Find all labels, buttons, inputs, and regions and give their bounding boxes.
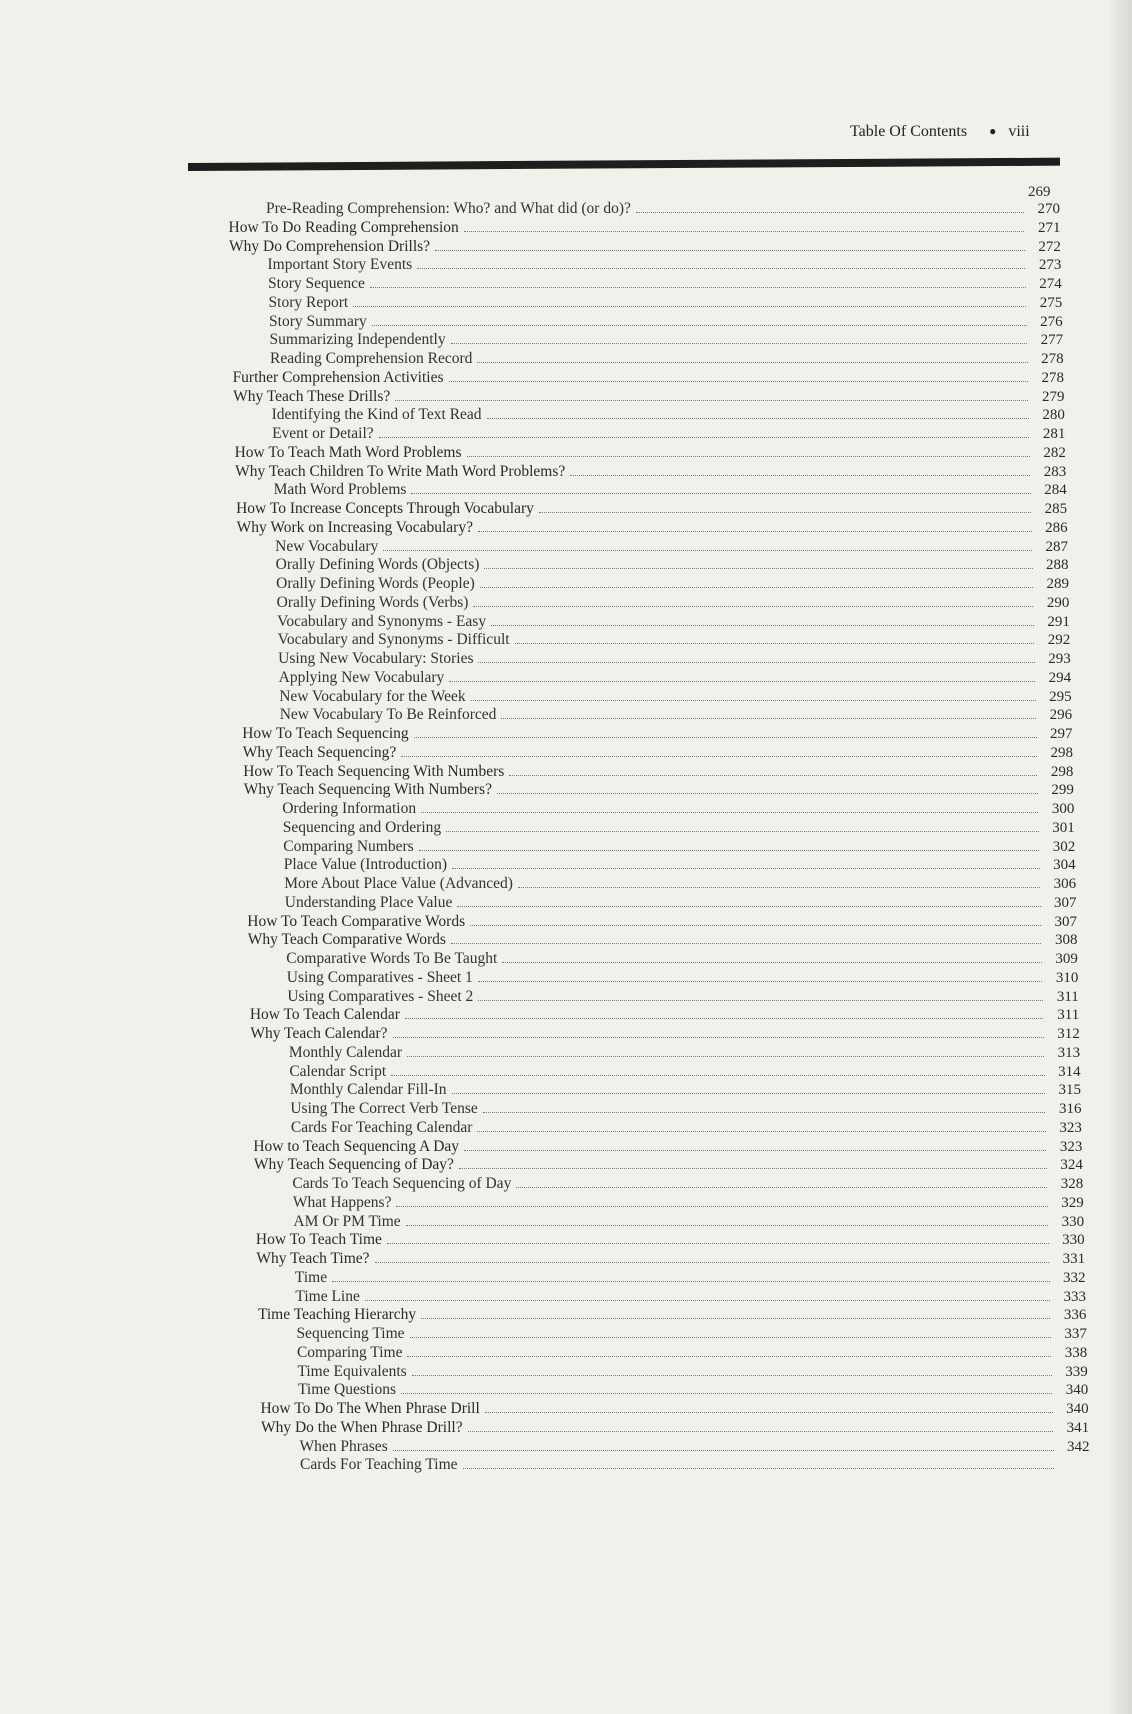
toc-entry-title: Why Teach Sequencing? — [242, 743, 397, 761]
toc-entry-page: 286 — [1045, 519, 1068, 536]
toc-entry — [289, 1063, 1080, 1081]
toc-entry-title: Monthly Calendar — [288, 1043, 403, 1061]
dot-leader — [435, 238, 1025, 251]
toc-entry-title: Comparative Words To Be Taught — [286, 950, 498, 967]
toc-entry — [269, 313, 1063, 331]
header-rule — [188, 158, 1060, 171]
toc-entry-title: How To Teach Calendar — [249, 1006, 400, 1024]
toc-entry-title: Time Line — [295, 1287, 360, 1305]
dot-leader — [332, 1269, 1049, 1282]
toc-entry-title: Why Teach Sequencing With Numbers? — [243, 781, 492, 799]
toc-entry-title: Using The Correct Verb Tense — [290, 1100, 478, 1117]
dot-leader — [401, 744, 1037, 757]
toc-entry — [284, 856, 1076, 874]
toc-entry — [229, 219, 1061, 237]
toc-entry-page: 342 — [1067, 1438, 1090, 1455]
toc-entry-page: 291 — [1047, 613, 1070, 630]
toc-entry-page: 328 — [1060, 1176, 1084, 1192]
toc-entry-title: How To Teach Sequencing With Numbers — [243, 762, 505, 780]
toc-entry — [248, 931, 1078, 949]
toc-entry-title: Why Teach These Drills? — [233, 387, 391, 405]
toc-entry — [290, 1081, 1081, 1099]
toc-entry-page: 336 — [1063, 1307, 1087, 1324]
dot-leader — [449, 669, 1035, 682]
dot-leader — [487, 406, 1029, 419]
header-page-number: viii — [1008, 123, 1030, 140]
toc-entry-title: Why Do the When Phrase Drill? — [260, 1418, 463, 1436]
toc-entry — [270, 350, 1064, 368]
toc-entry — [266, 200, 1060, 218]
dot-leader — [468, 1419, 1054, 1432]
toc-entry — [299, 1438, 1089, 1456]
toc-entry — [285, 894, 1077, 912]
toc-entry-title: Using New Vocabulary: Stories — [278, 650, 474, 667]
toc-entry-title: How To Teach Comparative Words — [247, 912, 466, 930]
toc-entry-title: Pre-Reading Comprehension: Who? and What did (or do)? — [266, 200, 631, 217]
toc-entry — [283, 819, 1075, 837]
toc-entry-page: 284 — [1044, 482, 1067, 499]
toc-entry-title: Summarizing Independently — [269, 331, 446, 349]
toc-entry — [300, 1456, 1090, 1474]
toc-entry — [293, 1213, 1084, 1231]
toc-entry-page: 324 — [1060, 1157, 1083, 1174]
toc-entry-page: 310 — [1055, 969, 1079, 986]
dot-leader — [407, 1044, 1044, 1057]
toc-entry-page: 307 — [1054, 894, 1077, 911]
toc-entry-title: Story Sequence — [268, 275, 365, 292]
toc-entry-title: More About Place Value (Advanced) — [284, 875, 513, 892]
toc-entry — [277, 613, 1070, 631]
toc-entry-title: Sequencing Time — [296, 1325, 405, 1342]
toc-entry-page: 302 — [1052, 838, 1076, 855]
dot-leader — [478, 969, 1043, 982]
toc-entry — [254, 1156, 1083, 1174]
toc-entry-page: 285 — [1044, 501, 1068, 517]
toc-entry — [242, 725, 1072, 743]
page-edge-shadow — [1106, 0, 1132, 1714]
toc-entry-title: Orally Defining Words (People) — [276, 575, 475, 592]
toc-entry-title: How To Teach Sequencing — [242, 725, 409, 742]
toc-entry-page: 289 — [1046, 576, 1069, 592]
toc-entry-page: 277 — [1040, 332, 1064, 349]
toc-entry — [298, 1381, 1088, 1399]
toc-entry-page: 313 — [1057, 1044, 1081, 1061]
toc-entry-page: 337 — [1064, 1326, 1087, 1342]
toc-entry-page: 308 — [1054, 932, 1078, 949]
toc-entry-page: 340 — [1065, 1382, 1089, 1399]
toc-entry-page: 297 — [1050, 726, 1073, 742]
toc-entry-page: 316 — [1058, 1101, 1082, 1117]
toc-entry — [244, 781, 1074, 799]
dot-leader — [379, 425, 1030, 438]
toc-entry-title: Time — [294, 1268, 328, 1286]
toc-entry-title: Math Word Problems — [273, 481, 407, 499]
toc-entry — [272, 406, 1065, 424]
toc-entry-title: How to Teach Sequencing A Day — [253, 1137, 460, 1155]
dot-leader — [539, 500, 1031, 513]
toc-entry-page: 272 — [1038, 238, 1061, 255]
toc-entry — [256, 1250, 1085, 1268]
toc-entry — [295, 1288, 1086, 1306]
dot-leader — [353, 294, 1026, 307]
toc-entry — [275, 538, 1068, 556]
dot-leader — [419, 838, 1040, 851]
toc-entry — [243, 763, 1073, 781]
toc-entry-page: 340 — [1066, 1401, 1089, 1417]
toc-entry — [274, 481, 1067, 499]
toc-entry — [268, 256, 1062, 274]
toc-entry-page: 294 — [1048, 669, 1072, 686]
toc-entry-page: 290 — [1046, 594, 1070, 611]
toc-entry — [243, 744, 1073, 762]
toc-entry — [258, 1306, 1086, 1324]
toc-entry-page: 271 — [1037, 219, 1061, 236]
dot-leader — [446, 819, 1039, 832]
dot-leader — [478, 519, 1032, 532]
toc-entry-title: Cards To Teach Sequencing of Day — [292, 1175, 512, 1192]
toc-entry-title: New Vocabulary — [275, 537, 379, 555]
dot-leader — [464, 219, 1025, 232]
toc-entry — [296, 1325, 1086, 1343]
toc-entry — [268, 275, 1062, 293]
toc-entry — [233, 369, 1064, 387]
toc-entry-title: Event or Detail? — [272, 425, 374, 442]
dot-leader — [491, 613, 1034, 626]
toc-entry-title: Vocabulary and Synonyms - Easy — [277, 612, 487, 630]
toc-entry — [290, 1100, 1081, 1118]
toc-entry — [235, 444, 1066, 462]
dot-leader — [405, 1006, 1043, 1019]
dot-leader — [396, 1194, 1047, 1207]
dot-leader — [410, 1325, 1051, 1338]
toc-entry-title: Important Story Events — [267, 256, 413, 274]
toc-entry-page: 287 — [1045, 538, 1069, 555]
dot-leader — [407, 1344, 1051, 1357]
toc-entry-page: 296 — [1049, 707, 1073, 724]
toc-entry-page: 301 — [1052, 819, 1075, 836]
toc-entry — [297, 1363, 1087, 1381]
toc-entry-title: How To Increase Concepts Through Vocabulary — [236, 500, 534, 517]
dot-leader — [372, 313, 1027, 326]
toc-entry-page: 338 — [1064, 1344, 1088, 1361]
toc-entry — [237, 519, 1068, 537]
dot-leader — [452, 1081, 1045, 1094]
toc-entry — [236, 500, 1067, 518]
toc-entry — [284, 875, 1076, 893]
dot-leader — [570, 463, 1030, 476]
dot-leader — [509, 763, 1037, 776]
header-title: Table Of Contents — [850, 123, 968, 140]
toc-entry — [278, 631, 1071, 649]
toc-entry-title: Comparing Time — [296, 1343, 403, 1361]
toc-entry-page: 292 — [1047, 632, 1071, 649]
toc-entry-title: Why Teach Calendar? — [250, 1025, 388, 1042]
dot-leader — [393, 1438, 1054, 1451]
toc-entry — [278, 650, 1071, 668]
dot-leader — [485, 1400, 1053, 1413]
toc-entry-title: Understanding Place Value — [284, 893, 453, 911]
dot-leader — [502, 950, 1042, 963]
toc-entry-page: 300 — [1051, 801, 1075, 817]
header-bullet: ● — [989, 124, 997, 138]
dot-leader — [518, 875, 1040, 888]
dot-leader — [406, 1213, 1049, 1226]
toc-entry-page: 279 — [1041, 388, 1065, 405]
toc-entry-title: Time Equivalents — [297, 1362, 407, 1380]
toc-entry-title: Monthly Calendar Fill-In — [289, 1081, 447, 1099]
toc-entry-page: 330 — [1062, 1232, 1085, 1249]
toc-entry-page: 332 — [1063, 1269, 1086, 1286]
toc-entry-title: Place Value (Introduction) — [283, 856, 448, 874]
toc-entry-page: 329 — [1061, 1194, 1084, 1211]
dot-leader — [451, 931, 1042, 944]
dot-leader — [515, 631, 1035, 644]
dot-leader — [473, 594, 1033, 607]
toc-entry-title: Using Comparatives - Sheet 2 — [287, 987, 474, 1005]
toc-entry-title: Vocabulary and Synonyms - Difficult — [277, 631, 510, 649]
toc-entry — [260, 1400, 1088, 1418]
dot-leader — [471, 688, 1036, 701]
toc-entry-title: Story Summary — [269, 312, 367, 330]
dot-leader — [365, 1288, 1050, 1301]
toc-entry-page: 331 — [1062, 1251, 1086, 1267]
dot-leader — [478, 988, 1043, 1001]
dot-leader — [414, 725, 1037, 738]
toc-entry-title: New Vocabulary To Be Reinforced — [279, 706, 497, 724]
dot-leader — [463, 1456, 1054, 1469]
dot-leader — [452, 856, 1040, 869]
toc-entry-page: 341 — [1066, 1419, 1090, 1436]
dot-leader — [478, 650, 1034, 663]
dot-leader — [417, 256, 1025, 269]
dot-leader — [497, 781, 1038, 794]
toc-entry — [287, 969, 1079, 987]
dot-leader — [421, 800, 1038, 813]
toc-entry — [250, 1025, 1079, 1043]
toc-entry — [280, 706, 1072, 724]
dot-leader — [387, 1231, 1049, 1244]
toc-entry-page: 278 — [1041, 351, 1064, 367]
toc-entry — [295, 1269, 1086, 1287]
toc-entry-title: Calendar Script — [289, 1062, 387, 1080]
toc-entry-title: Sequencing and Ordering — [282, 818, 442, 836]
toc-entry-page: 299 — [1051, 782, 1074, 799]
toc-entry — [279, 669, 1072, 687]
toc-entry — [283, 838, 1075, 856]
toc-entry — [279, 688, 1071, 706]
dot-leader — [636, 200, 1024, 213]
toc-entry-title: Why Work on Increasing Vocabulary? — [236, 518, 473, 536]
toc-entry-title: Why Teach Comparative Words — [247, 931, 446, 949]
toc-entry — [297, 1344, 1087, 1362]
toc-entry-page: 295 — [1049, 688, 1072, 705]
dot-leader — [451, 331, 1028, 344]
toc-entry-title: How To Teach Math Word Problems — [234, 443, 462, 461]
toc-entry-title: Using Comparatives - Sheet 1 — [286, 968, 473, 986]
toc-entry-page: 330 — [1061, 1213, 1085, 1230]
toc-entry-title: How To Teach Time — [255, 1231, 382, 1249]
toc-entry — [276, 575, 1069, 593]
dot-leader — [470, 913, 1041, 926]
toc-entry — [235, 463, 1066, 481]
toc-entry — [293, 1194, 1084, 1212]
running-header — [850, 123, 1060, 141]
continued-page-number: 269 — [1028, 184, 1051, 200]
toc-entry-page: 339 — [1065, 1363, 1088, 1380]
toc-entry-title: Why Teach Children To Write Math Word Problems? — [235, 462, 566, 480]
dot-leader — [375, 1250, 1050, 1263]
dot-leader — [412, 1363, 1052, 1376]
toc-entry-page: 298 — [1050, 763, 1074, 780]
toc-entry-title: New Vocabulary for the Week — [279, 687, 466, 705]
dot-leader — [464, 1138, 1046, 1151]
toc-entry — [229, 238, 1061, 256]
toc-entry-title: Why Do Comprehension Drills? — [229, 237, 431, 255]
toc-entry-page: 283 — [1043, 463, 1067, 480]
toc-entry — [277, 594, 1070, 612]
toc-entry-title: When Phrases — [299, 1437, 388, 1455]
dot-leader — [421, 1306, 1050, 1319]
toc-entry-title: Ordering Information — [282, 800, 417, 817]
toc-entry-title: Cards For Teaching Time — [300, 1456, 458, 1474]
toc-entry-title: How To Do Reading Comprehension — [228, 218, 459, 236]
toc-entry-title: Story Report — [268, 293, 349, 311]
toc-entry — [292, 1175, 1083, 1193]
toc-entry-page: 270 — [1037, 201, 1060, 217]
toc-entry — [272, 425, 1065, 443]
dot-leader — [411, 481, 1030, 494]
dot-leader — [484, 556, 1032, 569]
toc-entry-page: 293 — [1048, 651, 1071, 667]
dot-leader — [480, 575, 1033, 588]
toc-entry-page: 278 — [1041, 369, 1065, 386]
toc-entry-title: Identifying the Kind of Text Read — [271, 406, 482, 424]
dot-leader — [467, 444, 1030, 457]
dot-leader — [393, 1025, 1044, 1038]
toc-entry — [256, 1231, 1085, 1249]
toc-entry-page: 333 — [1063, 1288, 1086, 1305]
toc-entry-title: Time Questions — [297, 1381, 397, 1399]
dot-leader — [477, 1119, 1045, 1132]
toc-entry-title: Why Teach Time? — [256, 1250, 370, 1267]
toc-entry-title: AM Or PM Time — [293, 1212, 401, 1230]
dot-leader — [501, 706, 1036, 719]
toc-entry-title: Reading Comprehension Record — [270, 350, 473, 367]
dot-leader — [449, 369, 1029, 382]
toc-entry-page: 307 — [1054, 913, 1077, 930]
toc-entry — [233, 388, 1064, 406]
toc-entry-title: Applying New Vocabulary — [278, 668, 445, 686]
toc-entry-page: 309 — [1055, 951, 1078, 967]
toc-entry-page: 311 — [1057, 1007, 1080, 1024]
toc-entry-title: What Happens? — [292, 1193, 392, 1211]
toc-entry-page: 315 — [1058, 1082, 1082, 1099]
toc-entry-page: 281 — [1042, 426, 1066, 442]
toc-entry-page: 274 — [1039, 276, 1062, 292]
toc-entry-title: Orally Defining Words (Objects) — [275, 556, 480, 574]
toc-entry-title: Why Teach Sequencing of Day? — [253, 1156, 454, 1174]
toc-entry — [261, 1419, 1089, 1437]
toc-entry-page: 273 — [1038, 257, 1062, 274]
toc-entry-page: 323 — [1059, 1119, 1082, 1136]
toc-entry-title: Comparing Numbers — [283, 837, 414, 855]
toc-entry-title: Orally Defining Words (Verbs) — [276, 593, 469, 611]
dot-leader — [477, 350, 1027, 363]
dot-leader — [383, 538, 1032, 551]
toc-entry-title: Time Teaching Hierarchy — [257, 1306, 417, 1324]
dot-leader — [457, 894, 1040, 907]
toc-entry-page: 304 — [1053, 857, 1076, 874]
toc-entry — [287, 988, 1078, 1006]
dot-leader — [391, 1063, 1044, 1076]
toc-entry-page: 298 — [1050, 744, 1073, 761]
toc-entry-page: 306 — [1053, 876, 1077, 892]
toc-entry-page: 312 — [1057, 1026, 1080, 1042]
toc-entry — [253, 1138, 1082, 1156]
toc-entry-page: 311 — [1056, 988, 1079, 1005]
toc-entry-page: 323 — [1059, 1138, 1083, 1155]
toc-entry-page: 276 — [1040, 313, 1063, 330]
toc-entry — [270, 331, 1064, 349]
toc-entry — [269, 294, 1063, 312]
dot-leader — [516, 1175, 1047, 1188]
toc-entry — [289, 1044, 1080, 1062]
dot-leader — [370, 275, 1026, 288]
dot-leader — [401, 1381, 1052, 1394]
toc-entry — [286, 950, 1078, 968]
toc-entry — [247, 913, 1077, 931]
toc-entry-title: How To Do The When Phrase Drill — [260, 1400, 480, 1417]
toc-entry — [250, 1006, 1079, 1024]
dot-leader — [483, 1100, 1046, 1113]
dot-leader — [459, 1156, 1047, 1169]
toc-entry-page: 288 — [1046, 557, 1069, 574]
toc-entry-page: 280 — [1042, 407, 1065, 424]
toc-entry-title: Cards For Teaching Calendar — [290, 1118, 473, 1136]
toc-entry-page: 282 — [1043, 444, 1066, 461]
toc-entry-page: 314 — [1058, 1063, 1081, 1080]
toc-entry — [276, 556, 1069, 574]
toc-entry-page: 275 — [1039, 294, 1063, 311]
toc-entry-title: Further Comprehension Activities — [232, 368, 444, 386]
toc-entry — [282, 800, 1074, 818]
toc-entry — [291, 1119, 1082, 1137]
dot-leader — [395, 388, 1028, 401]
